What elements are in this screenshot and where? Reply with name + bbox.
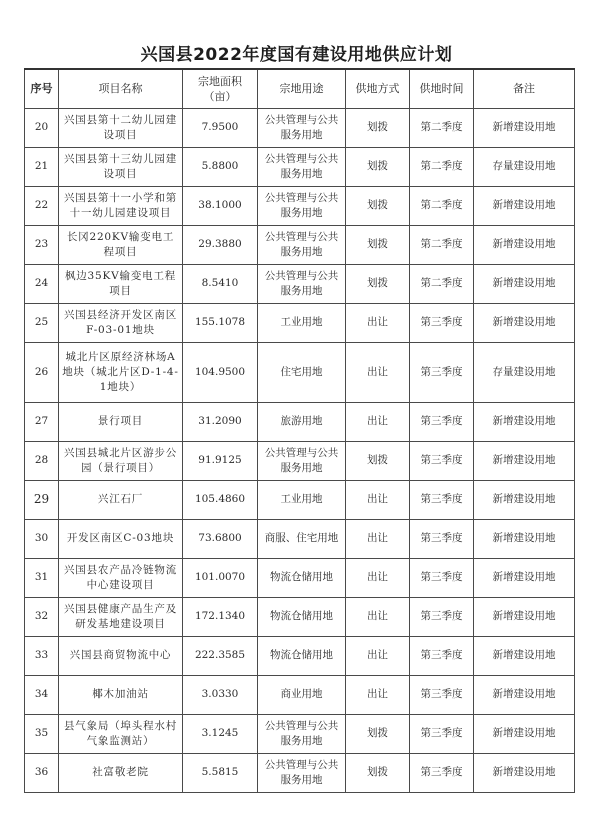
row-area: 73.6800 <box>183 519 258 558</box>
row-project-name: 社富敬老院 <box>59 753 183 792</box>
row-id: 30 <box>25 519 59 558</box>
row-project-name: 景行项目 <box>59 402 183 441</box>
row-supply-method: 划拨 <box>346 147 410 186</box>
row-land-use: 公共管理与公共服务用地 <box>258 714 346 753</box>
row-supply-method: 出让 <box>346 480 410 519</box>
row-area: 5.8800 <box>183 147 258 186</box>
row-land-use: 公共管理与公共服务用地 <box>258 441 346 480</box>
row-note: 新增建设用地 <box>474 480 575 519</box>
row-supply-time: 第二季度 <box>410 147 474 186</box>
row-area: 7.9500 <box>183 108 258 147</box>
header-method: 供地方式 <box>346 69 410 108</box>
row-area: 31.2090 <box>183 402 258 441</box>
row-area: 91.9125 <box>183 441 258 480</box>
row-note: 新增建设用地 <box>474 636 575 675</box>
table-row <box>25 558 575 597</box>
row-supply-method: 出让 <box>346 636 410 675</box>
row-supply-time: 第三季度 <box>410 597 474 636</box>
row-supply-time: 第三季度 <box>410 441 474 480</box>
row-supply-method: 出让 <box>346 342 410 402</box>
row-note: 新增建设用地 <box>474 675 575 714</box>
row-project-name: 兴国县农产品冷链物流中心建设项目 <box>59 558 183 597</box>
row-project-name: 兴国县第十二幼儿园建设项目 <box>59 108 183 147</box>
row-area: 172.1340 <box>183 597 258 636</box>
table-row <box>25 480 575 519</box>
row-supply-method: 划拨 <box>346 264 410 303</box>
row-area: 155.1078 <box>183 303 258 342</box>
row-project-name: 兴国县第十一小学和第十一幼儿园建设项目 <box>59 186 183 225</box>
table-row <box>25 675 575 714</box>
row-note: 新增建设用地 <box>474 303 575 342</box>
row-land-use: 旅游用地 <box>258 402 346 441</box>
row-area: 38.1000 <box>183 186 258 225</box>
row-area: 8.5410 <box>183 264 258 303</box>
header-area: 宗地面积（亩） <box>183 69 258 108</box>
row-land-use: 物流仓储用地 <box>258 636 346 675</box>
row-note: 新增建设用地 <box>474 714 575 753</box>
table-row <box>25 402 575 441</box>
row-id: 36 <box>25 753 59 792</box>
row-supply-time: 第三季度 <box>410 480 474 519</box>
row-project-name: 兴国县商贸物流中心 <box>59 636 183 675</box>
row-id: 34 <box>25 675 59 714</box>
page-title: 兴国县2022年度国有建设用地供应计划 <box>140 45 453 65</box>
row-supply-method: 出让 <box>346 558 410 597</box>
row-id: 35 <box>25 714 59 753</box>
row-land-use: 公共管理与公共服务用地 <box>258 753 346 792</box>
row-note: 新增建设用地 <box>474 597 575 636</box>
row-project-name: 枫边35KV输变电工程项目 <box>59 264 183 303</box>
row-land-use: 物流仓储用地 <box>258 597 346 636</box>
row-land-use: 物流仓储用地 <box>258 558 346 597</box>
table-row <box>25 519 575 558</box>
row-supply-method: 划拨 <box>346 186 410 225</box>
row-supply-time: 第三季度 <box>410 675 474 714</box>
row-supply-time: 第三季度 <box>410 519 474 558</box>
row-note: 新增建设用地 <box>474 519 575 558</box>
row-supply-time: 第三季度 <box>410 342 474 402</box>
row-project-name: 兴国县城北片区游步公园（景行项目） <box>59 441 183 480</box>
row-id: 26 <box>25 342 59 402</box>
row-land-use: 公共管理与公共服务用地 <box>258 186 346 225</box>
header-name: 项目名称 <box>59 69 183 108</box>
row-supply-method: 划拨 <box>346 753 410 792</box>
row-supply-method: 出让 <box>346 402 410 441</box>
row-land-use: 公共管理与公共服务用地 <box>258 264 346 303</box>
row-supply-method: 划拨 <box>346 714 410 753</box>
row-supply-method: 划拨 <box>346 225 410 264</box>
row-project-name: 城北片区原经济林场A地块（城北片区D-1-4-1地块） <box>59 342 183 402</box>
row-project-name: 开发区南区C-03地块 <box>59 519 183 558</box>
row-land-use: 公共管理与公共服务用地 <box>258 225 346 264</box>
row-supply-time: 第三季度 <box>410 753 474 792</box>
row-land-use: 商服、住宅用地 <box>258 519 346 558</box>
row-note: 存量建设用地 <box>474 147 575 186</box>
row-land-use: 公共管理与公共服务用地 <box>258 147 346 186</box>
row-id: 22 <box>25 186 59 225</box>
row-project-name: 长冈220KV输变电工程项目 <box>59 225 183 264</box>
land-supply-table <box>24 68 575 793</box>
row-note: 新增建设用地 <box>474 441 575 480</box>
row-area: 101.0070 <box>183 558 258 597</box>
row-area: 222.3585 <box>183 636 258 675</box>
row-supply-time: 第三季度 <box>410 558 474 597</box>
row-supply-method: 出让 <box>346 675 410 714</box>
row-id: 29 <box>25 480 59 519</box>
row-supply-method: 出让 <box>346 303 410 342</box>
row-supply-time: 第三季度 <box>410 636 474 675</box>
row-note: 新增建设用地 <box>474 264 575 303</box>
row-land-use: 工业用地 <box>258 480 346 519</box>
table-row <box>25 636 575 675</box>
row-supply-time: 第二季度 <box>410 108 474 147</box>
row-note: 新增建设用地 <box>474 108 575 147</box>
row-note: 新增建设用地 <box>474 558 575 597</box>
row-land-use: 公共管理与公共服务用地 <box>258 108 346 147</box>
row-note: 新增建设用地 <box>474 186 575 225</box>
row-area: 3.0330 <box>183 675 258 714</box>
row-supply-time: 第三季度 <box>410 303 474 342</box>
row-supply-method: 划拨 <box>346 108 410 147</box>
table-header-row <box>25 69 575 108</box>
table-row <box>25 264 575 303</box>
row-area: 104.9500 <box>183 342 258 402</box>
row-supply-time: 第三季度 <box>410 714 474 753</box>
row-land-use: 住宅用地 <box>258 342 346 402</box>
row-id: 32 <box>25 597 59 636</box>
row-id: 31 <box>25 558 59 597</box>
row-note: 新增建设用地 <box>474 402 575 441</box>
row-id: 21 <box>25 147 59 186</box>
row-project-name: 兴国县经济开发区南区F-03-01地块 <box>59 303 183 342</box>
row-project-name: 兴江石厂 <box>59 480 183 519</box>
row-supply-method: 划拨 <box>346 441 410 480</box>
table-row <box>25 597 575 636</box>
table-row <box>25 186 575 225</box>
header-seq: 序号 <box>25 69 59 108</box>
row-area: 105.4860 <box>183 480 258 519</box>
row-supply-time: 第二季度 <box>410 225 474 264</box>
table-row <box>25 342 575 402</box>
row-area: 5.5815 <box>183 753 258 792</box>
row-project-name: 椰木加油站 <box>59 675 183 714</box>
table-row <box>25 225 575 264</box>
row-note: 新增建设用地 <box>474 753 575 792</box>
header-use: 宗地用途 <box>258 69 346 108</box>
row-supply-method: 出让 <box>346 519 410 558</box>
row-id: 25 <box>25 303 59 342</box>
row-area: 3.1245 <box>183 714 258 753</box>
row-id: 27 <box>25 402 59 441</box>
row-note: 新增建设用地 <box>474 225 575 264</box>
table-row <box>25 303 575 342</box>
row-supply-time: 第三季度 <box>410 402 474 441</box>
header-note: 备注 <box>474 69 575 108</box>
row-area: 29.3880 <box>183 225 258 264</box>
row-id: 33 <box>25 636 59 675</box>
row-supply-time: 第二季度 <box>410 264 474 303</box>
row-supply-time: 第二季度 <box>410 186 474 225</box>
table-row <box>25 441 575 480</box>
table-row <box>25 714 575 753</box>
row-note: 存量建设用地 <box>474 342 575 402</box>
row-land-use: 工业用地 <box>258 303 346 342</box>
table-row <box>25 147 575 186</box>
row-project-name: 兴国县健康产品生产及研发基地建设项目 <box>59 597 183 636</box>
row-project-name: 县气象局（埠头程水村气象监测站） <box>59 714 183 753</box>
row-id: 23 <box>25 225 59 264</box>
row-id: 24 <box>25 264 59 303</box>
row-project-name: 兴国县第十三幼儿园建设项目 <box>59 147 183 186</box>
row-id: 20 <box>25 108 59 147</box>
row-supply-method: 出让 <box>346 597 410 636</box>
table-row <box>25 753 575 792</box>
row-id: 28 <box>25 441 59 480</box>
row-land-use: 商业用地 <box>258 675 346 714</box>
header-time: 供地时间 <box>410 69 474 108</box>
table-row <box>25 108 575 147</box>
